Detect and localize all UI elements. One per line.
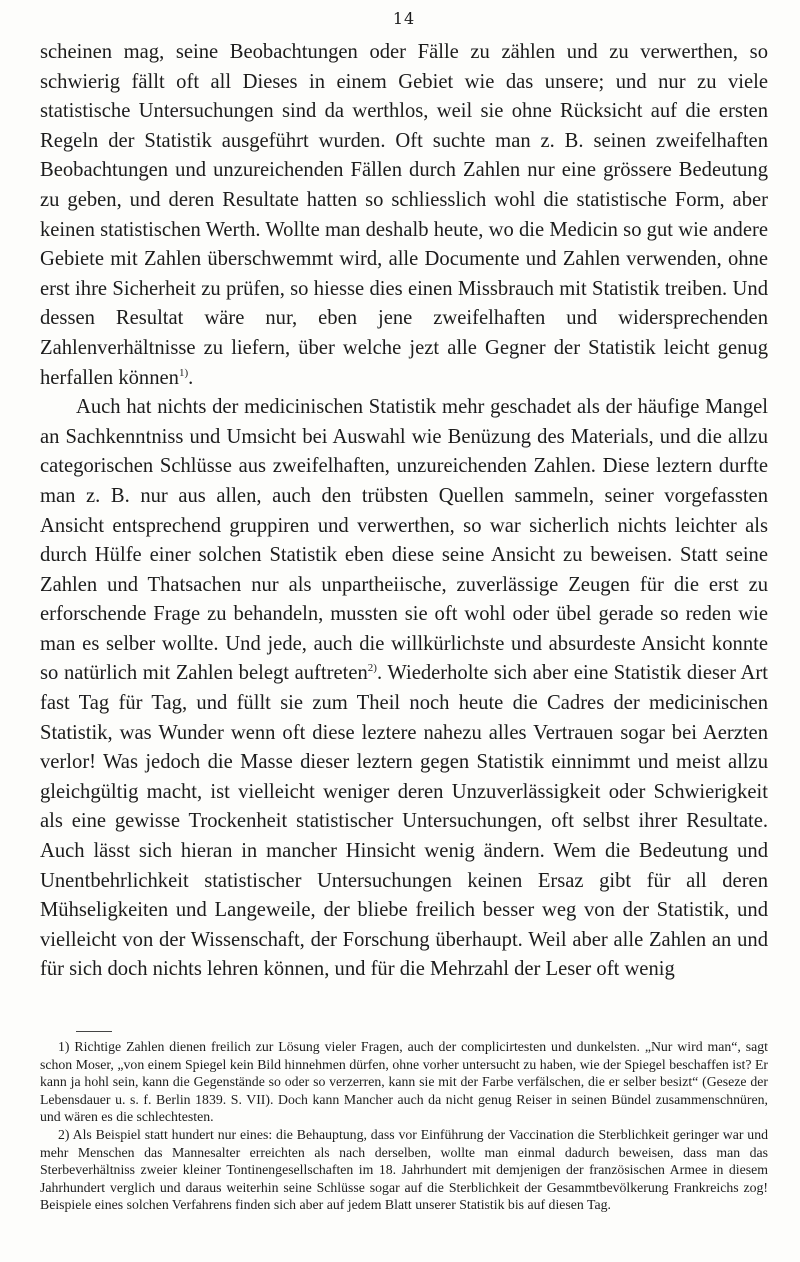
paragraph-2: Auch hat nichts der medicinischen Statistik mehr geschadet als der häufige Mangel an Sachkenntniss und Umsicht bei Auswahl wie Benüzung des Materials, und die allzu categorischen Schlüsse aus zweifelhaften, unzureichenden Zahlen. Diese leztern durfte man z. B. nur aus allen, auch den trübsten Quellen sammeln, seiner vorgefassten Ansicht entsprechend gruppiren und verwerthen, so war sicherlich nichts leichter als durch Hülfe einer solchen Statistik eben diese seine Ansicht zu beweisen. Statt seine Zahlen und Thatsachen nur als unpartheiische, zuverlässige Zeugen für die erst zu erforschende Frage zu behandeln, mussten sie oft wohl oder übel gerade so reden wie man es selber wollte. Und jede, auch die willkürlichste und absurdeste Ansicht konnte so natürlich mit Zahlen belegt auftreten$^{2)}$. Wiederholte sich aber eine Statistik dieser Art fast Tag für Tag, und füllt sie zum Theil noch heute die Cadres der medicinischen Statistik, was Wunder wenn oft diese leztere nahezu alles Vertrauen sogar bei Aerzten verlor! Was jedoch die Masse dieser leztern gegen Statistik einnimmt und meist allzu gleichgültig macht, ist vielleicht weniger deren Unzuverlässigkeit oder Schwierigkeit als eine gewisse Trockenheit statistischer Untersuchungen, oft selbst ihrer Resultate. Auch lässt sich hieran in mancher Hinsicht wenig ändern. Wem die Bedeutung und Unentbehrlichkeit statistischer Untersuchungen keinen Ersaz gibt für all deren Mühseligkeiten und Langeweile, der bliebe freilich besser weg von der Statistik, und vielleicht von der Wissenschaft, der Forschung überhaupt. Weil aber alle Zahlen an und für sich doch nichts lehren können, und für die Mehrzahl der Leser oft wenig [40,396,768,981]
paragraph-2-text-b: . Wiederholte sich aber eine Statistik dieser Art fast Tag für Tag, und füllt sie zum Theil noch heute die Cadres der medicinischen Statistik, was Wunder wenn oft diese leztere nahezu alles Vertrauen sogar bei Aerzten verlor! Was jedoch die Masse dieser leztern gegen Statistik einnimmt und meist allzu gleichgültig macht, ist vielleicht weniger deren Unzuverlässigkeit oder Schwierigkeit als eine gewisse Trockenheit statistischer Untersuchungen, oft selbst ihrer Resultate. Auch lässt sich hieran in mancher Hinsicht wenig ändern. Wem die Bedeutung und Unentbehrlichkeit statistischer Untersuchungen keinen Ersaz gibt für all deren Mühseligkeiten und Langeweile, der bliebe freilich besser weg von der Statistik, und vielleicht von der Wissenschaft, der Forschung überhaupt. Weil aber alle Zahlen an und für sich doch nichts lehren können, und für die Mehrzahl der Leser oft wenig [40,662,768,981]
footnote-ref-1: 1 [178,366,185,379]
paragraph-1: scheinen mag, seine Beobachtungen oder Fälle zu zählen und zu verwerthen, so schwierig fällt oft all Dieses in einem Gebiet wie das unsere; und nur zu viele statistische Untersuchungen sind da werthlos, weil sie ohne Rücksicht auf die ersten Regeln der Statistik ausgeführt wurden. Oft suchte man z. B. seinen zweifelhaften Beobachtungen und unzureichenden Fällen durch Zahlen nur eine grössere Bedeutung zu geben, und deren Resultate hatten so schliesslich wohl die statistische Form, aber keinen statistischen Werth. Wollte man deshalb heute, wo die Medicin so gut wie andere Gebiete mit Zahlen überschwemmt wird, alle Documente und Zahlen verwenden, ohne erst ihre Sicherheit zu prüfen, so hiesse dies einen Missbrauch mit Statistik treiben. Und dessen Resultat wäre nur, eben jene zweifelhaften und widersprechenden Zahlenverhältnisse zu liefern, über welche jezt alle Gegner der Statistik leicht genug herfallen können$^{1)}$. [40,41,768,389]
page-number: 14 [392,9,416,28]
paragraph-2-text-a: Auch hat nichts der medicinischen Statistik mehr geschadet als der häufige Mangel an Sachkenntniss und Umsicht bei Auswahl wie Benüzung des Materials, und die allzu categorischen Schlüsse aus zweifelhaften, unzureichenden Zahlen. Diese leztern durfte man z. B. nur aus allen, auch den trübsten Quellen sammeln, seiner vorgefassten Ansicht entsprechend gruppiren und verwerthen, so war sicherlich nichts leichter als durch Hülfe einer solchen Statistik eben diese seine Ansicht zu beweisen. Statt seine Zahlen und Thatsachen nur als unpartheiische, zuverlässige Zeugen für die erst zu erforschende Frage zu behandeln, mussten sie oft wohl oder übel gerade so reden wie man es selber wollte. Und jede, auch die willkürlichste und absurdeste Ansicht konnte so natürlich mit Zahlen belegt auftreten [40,396,768,685]
footnote-1: 1) Richtige Zahlen dienen freilich zur Lösung vieler Fragen, auch der complicirtesten und dunkelsten. „Nur wird man“, sagt schon Moser, „von einem Spiegel kein Bild hinnehmen dürfen, ohne vorher untersucht zu haben, wie der Spiegel beschaffen ist? Er kann ja hohl sein, kann die Gegenstände so oder so verzerren, kann sie mit der Farbe verfälschen, die er selber besizt“ (Geseze der Lebensdauer u. s. f. Berlin 1839. S. VII). Doch kann Mancher auch da nicht genug Reiser in seinen Bündel zusammenschnüren, und wären es die schlechtesten. [40,1039,768,1125]
footnotes [40,1038,768,1214]
footnote-divider [76,1031,112,1032]
paragraph-1-end: . [188,366,194,389]
main-text [40,38,768,985]
footnote-ref-2: 2 [367,662,374,675]
paragraph-1-text: scheinen mag, seine Beobachtungen oder Fälle zu zählen und zu verwerthen, so schwierig fällt oft all Dieses in einem Gebiet wie das unsere; und nur zu viele statistische Untersuchungen sind da werthlos, weil sie ohne Rücksicht auf die ersten Regeln der Statistik ausgeführt wurden. Oft suchte man z. B. seinen zweifelhaften Beobachtungen und unzureichenden Fällen durch Zahlen nur eine grössere Bedeutung zu geben, und deren Resultate hatten so schliesslich wohl die statistische Form, aber keinen statistischen Werth. Wollte man deshalb heute, wo die Medicin so gut wie andere Gebiete mit Zahlen überschwemmt wird, alle Documente und Zahlen verwenden, ohne erst ihre Sicherheit zu prüfen, so hiesse dies einen Missbrauch mit Statistik treiben. Und dessen Resultat wäre nur, eben jene zweifelhaften und widersprechenden Zahlenverhältnisse zu liefern, über welche jezt alle Gegner der Statistik leicht genug herfallen können [40,41,768,389]
footnote-2: 2) Als Beispiel statt hundert nur eines: die Behauptung, dass vor Einführung der Vaccination die Sterblichkeit geringer war und mehr Menschen das Mannesalter erreichten als nach derselben, wollte man einmal dadurch beweisen, dass man das Sterbeverhältniss zweier kleiner Tontinengesellschaften im 18. Jahrhundert mit demjenigen der französischen Armee in diesem Jahrhundert verglich und daraus weiterhin seine Schlüsse sogar auf die Sterblichkeit der Gesammtbevölkerung Frankreichs zog! Beispiele eines solchen Verfahrens finden sich aber auf jedem Blatt unserer Statistik bis auf diesen Tag. [40,1126,768,1213]
book-page [40,0,768,1262]
